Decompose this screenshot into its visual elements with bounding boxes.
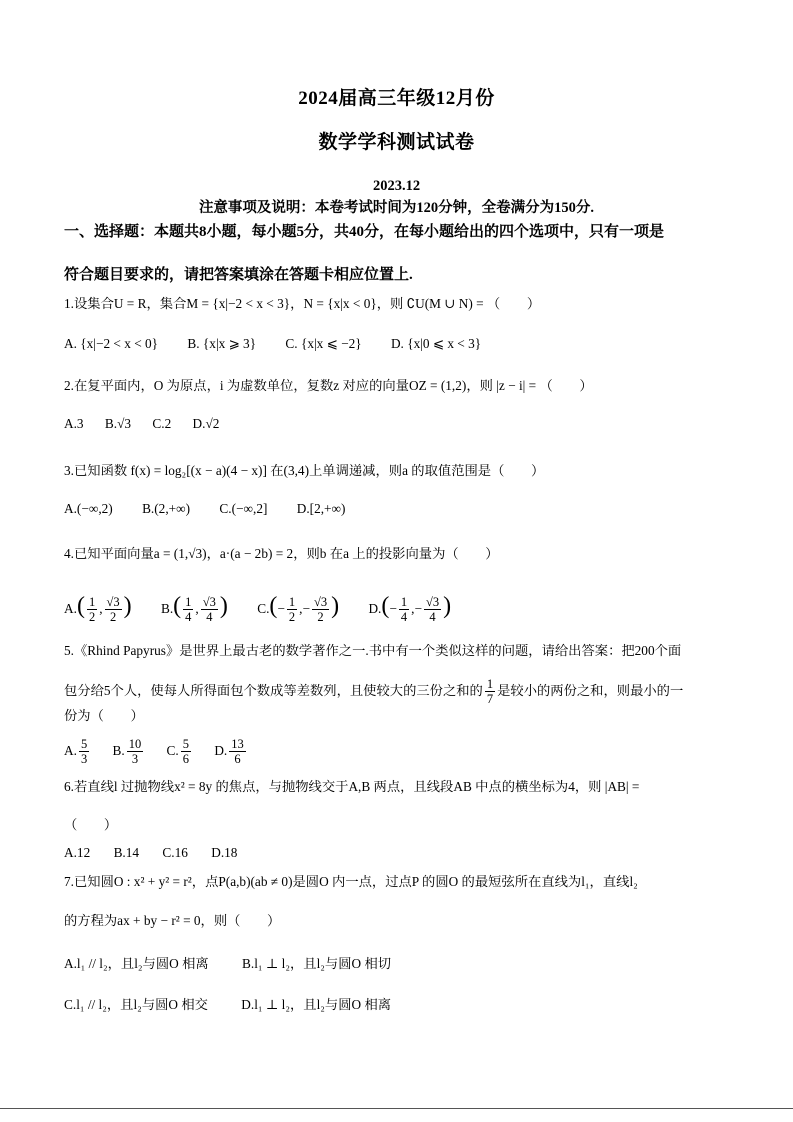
q4-option-b-label: B.: [160, 601, 174, 616]
q5-stem-fraction: [485, 677, 495, 706]
question-4-stem: 4.已知平面向量a = (1,√3)，a·(a − 2b) = 2，则b 在a 上的投影向量为（ ）: [64, 546, 499, 561]
q4-option-d-sign1: −: [389, 601, 397, 616]
question-3-options: [64, 500, 371, 518]
q3-option-d: D.[2,+∞): [296, 501, 346, 516]
q5-a-den: 3: [80, 752, 88, 767]
q7-option-a: A.l₁ // l₂，且l₂与圆O 相离: [64, 956, 209, 971]
q2-option-b: B.√3: [104, 416, 132, 431]
q3-option-b: B.(2,+∞): [142, 501, 191, 516]
q7-option-c: C.l₁ // l₂，且l₂与圆O 相交: [64, 997, 208, 1012]
q4-a-den2: 2: [109, 610, 117, 625]
exam-title: 2024届高三年级12月份: [298, 88, 495, 109]
q4-option-c-sign2: −: [302, 601, 310, 616]
q4-d-num2: √3: [425, 595, 440, 610]
q4-option-a-frac2: [105, 595, 122, 624]
q4-option-b: B.( $\frac{1}{4}$ , $\frac{√3}{4}$ ): [160, 593, 228, 625]
question-3-stem: 3.已知函数 f(x) = log₂[(x − a)(4 − x)] 在(3,4)上单调递减，则a 的取值范围是（ ）: [64, 463, 545, 478]
q4-c-num1: 1: [288, 595, 296, 610]
q5-option-a: [64, 734, 91, 768]
section-heading-line2: 符合题目要求的，请把答案填涂在答题卡相应位置上.: [64, 267, 413, 283]
q4-option-a-frac1: [87, 595, 97, 624]
question-7-stem-line1: 7.已知圆O : x² + y² = r²，点P(a,b)(ab ≠ 0)是圆O 内一点，过点P 的圆O 的最短弦所在直线为l₁，直线l₂: [64, 874, 638, 889]
q4-d-den2: 4: [429, 610, 436, 625]
q4-option-c-frac2: [312, 595, 329, 624]
question-7-options-row1: [64, 955, 417, 973]
q5-frac-num: 1: [486, 677, 494, 692]
q5-stem-part-a: 包分给5个人，使每人所得面包个数成等差数列，且使较大的三份之和的: [64, 683, 483, 698]
q4-option-c-sign1: −: [277, 601, 285, 616]
q6-option-a: A.12: [64, 845, 91, 860]
q4-option-c: C.(− $\frac{1}{2}$ ,− $\frac{√3}{2}$ ): [257, 593, 340, 625]
q4-option-a-label: A.: [64, 601, 77, 616]
question-1-options: [64, 335, 507, 353]
q4-option-a: A.( $\frac{1}{2}$ , $\frac{√3}{2}$ ): [64, 593, 132, 625]
question-7-stem-line2: 的方程为ax + by − r² = 0，则（ ）: [64, 913, 281, 928]
q4-c-num2: √3: [313, 595, 328, 610]
q4-c-den2: 2: [317, 610, 324, 625]
q5-option-b-label: B.: [112, 743, 125, 758]
q1-option-c: C. {x|x ⩽ −2}: [285, 336, 362, 351]
question-5-stem-line1: 5.《Rhind Papyrus》是世界上最古老的数学著作之一.书中有一个类似这样的问题，请给出答案：把200个面: [64, 643, 682, 658]
question-6-stem-line2: （ ）: [64, 817, 118, 832]
q4-option-c-frac1: [287, 595, 297, 624]
q5-d-den: 6: [234, 752, 241, 767]
q4-option-d: D.(− $\frac{1}{4}$ ,− $\frac{√3}{4}$ ): [368, 593, 452, 625]
q4-b-den1: 4: [185, 610, 192, 625]
q5-b-den: 3: [131, 752, 139, 767]
q2-option-d: D.√2: [192, 416, 220, 431]
q1-option-d: D. {x|0 ⩽ x < 3}: [390, 336, 482, 351]
q4-d-den1: 4: [400, 610, 408, 625]
exam-notice: 注意事项及说明：本卷考试时间为120分钟，全卷满分为150分.: [198, 200, 595, 216]
q4-option-d-frac1: [399, 595, 409, 624]
q4-a-num1: 1: [88, 595, 96, 610]
q4-option-d-label: D.: [368, 601, 382, 616]
q4-b-den2: 4: [206, 610, 213, 625]
q5-option-c: [167, 734, 193, 768]
q4-b-num2: √3: [202, 595, 216, 610]
question-5-stem-line2: [64, 674, 683, 708]
q4-a-den1: 2: [88, 610, 96, 625]
q5-option-b: [113, 734, 146, 768]
q5-option-a-label: A.: [64, 743, 77, 758]
q4-option-b-frac1: [183, 595, 193, 624]
question-6-options: [64, 844, 257, 862]
exam-subtitle: 数学学科测试试卷: [318, 132, 475, 153]
q4-option-d-frac2: [424, 595, 441, 624]
q5-a-num: 5: [80, 737, 88, 752]
q4-option-c-label: C.: [257, 601, 270, 616]
question-6-stem-line1: 6.若直线l 过抛物线x² = 8y 的焦点，与抛物线交于A,B 两点，且线段AB 中点的横坐标为4，则 |AB| =: [64, 779, 640, 794]
q7-option-b: B.l₁ ⊥ l₂，且l₂与圆O 相切: [242, 956, 392, 971]
q3-option-a: A.(−∞,2): [64, 501, 113, 516]
q4-b-num1: 1: [185, 595, 192, 610]
q6-option-c: C.16: [162, 845, 188, 860]
q4-c-den1: 2: [288, 610, 296, 625]
q5-c-den: 6: [182, 752, 189, 767]
q5-option-d-label: D.: [214, 743, 228, 758]
exam-date: 2023.12: [372, 178, 421, 194]
question-2-options: [64, 415, 237, 433]
q4-a-num2: √3: [106, 595, 120, 610]
q2-option-a: A.3: [64, 416, 84, 431]
q5-option-c-frac: [181, 737, 191, 766]
q5-b-num: 10: [128, 737, 142, 752]
q5-option-a-frac: [79, 737, 89, 766]
q6-option-b: B.14: [113, 845, 140, 860]
q5-frac-den: 7: [486, 692, 494, 707]
q4-option-d-sign2: −: [414, 601, 422, 616]
question-7-options-row2: [64, 996, 417, 1014]
section-heading-line1: 一、选择题：本题共8小题，每小题5分，共40分，在每小题给出的四个选项中，只有一项是: [64, 224, 665, 240]
question-5-stem-line3: 份为（ ）: [64, 708, 144, 723]
q5-option-d: [214, 734, 247, 768]
q2-option-c: C.2: [152, 416, 172, 431]
q1-option-b: B. {x|x ⩾ 3}: [187, 336, 257, 351]
question-1-stem: 1.设集合U = R，集合M = {x|−2 < x < 3}，N = {x|x < 0}，则 ∁U(M ∪ N) = （ ）: [64, 296, 541, 311]
q4-option-b-frac2: [201, 595, 218, 624]
q5-stem-part-b: 是较小的两份之和，则最小的一: [497, 683, 684, 698]
q1-option-a: A. {x|−2 < x < 0}: [64, 336, 159, 351]
q5-d-num: 13: [231, 737, 244, 752]
q6-option-d: D.18: [211, 845, 238, 860]
q7-option-d: D.l₁ ⊥ l₂，且l₂与圆O 相离: [241, 997, 392, 1012]
q3-option-c: C.(−∞,2]: [219, 501, 268, 516]
q5-option-d-frac: [229, 737, 246, 766]
question-4-options: [64, 584, 477, 631]
question-5-options: [64, 734, 266, 768]
page-bottom-divider: [0, 1108, 793, 1109]
q5-option-b-frac: [127, 737, 144, 766]
question-2-stem: 2.在复平面内，O 为原点，i 为虚数单位，复数z 对应的向量OZ = (1,2)，则 |z − i| = （ ）: [64, 378, 593, 393]
q4-d-num1: 1: [400, 595, 408, 610]
q5-option-c-label: C.: [166, 743, 179, 758]
q5-c-num: 5: [182, 737, 189, 752]
